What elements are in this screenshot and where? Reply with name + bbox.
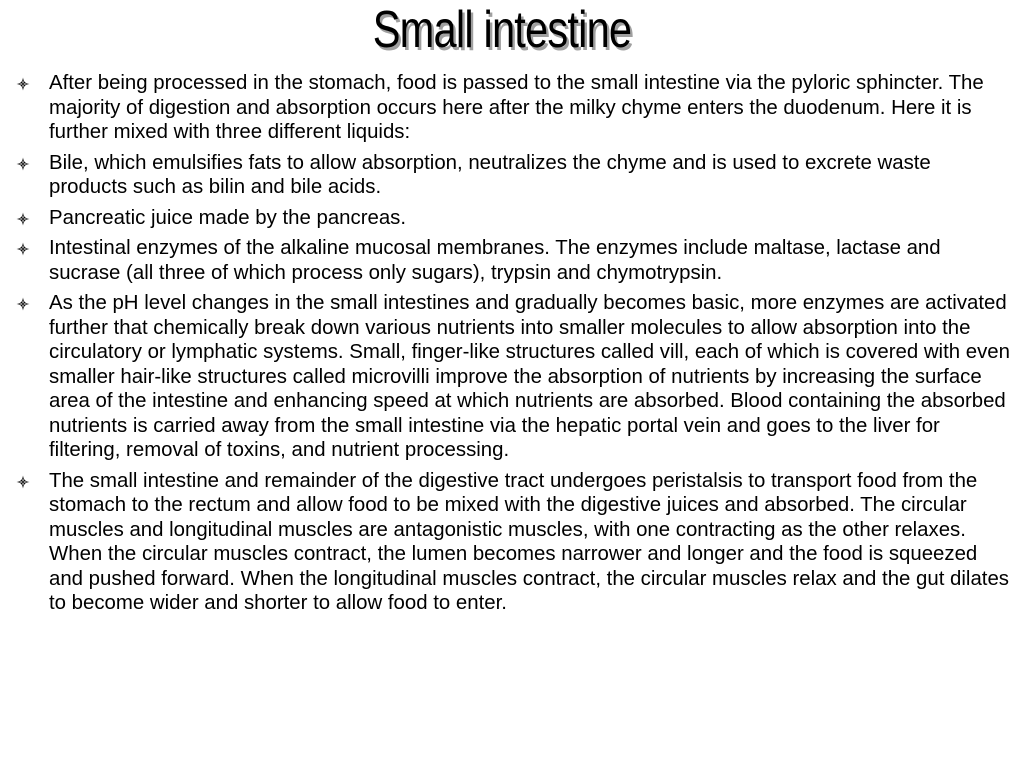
bullet-item [16,71,1010,145]
bullet-text: After being processed in the stomach, food is passed to the small intestine via the pyloric sphincter. The majority of digestion and absorption occurs here after the milky chyme enters the duodenum. Here it is further mixed with three different liquids: [49,72,984,143]
diamond-star-bullet-icon [16,157,30,171]
bullet-item [16,206,1010,231]
bullet-text: Bile, which emulsifies fats to allow absorption, neutralizes the chyme and is used to excrete waste products such as bilin and bile acids. [49,151,931,198]
bullet-list [16,71,1010,622]
bullet-text: Pancreatic juice made by the pancreas. [49,206,407,229]
bullet-text: The small intestine and remainder of the digestive tract undergoes peristalsis to transport food from the stomach to the rectum and allow food to be mixed with the digestive juices and absorbed. The circular muscles and longitudinal muscles are antagonistic muscles, with one contracting as the other relaxes. When the circular muscles contract, the lumen becomes narrower and longer and the food is squeezed and pushed forward. When the longitudinal muscles contract, the circular muscles relax and the gut dilates to become wider and shorter to allow food to enter. [49,469,1010,614]
bullet-item [16,291,1010,463]
bullet-text: Intestinal enzymes of the alkaline mucosal membranes. The enzymes include maltase, lactase and sucrase (all three of which process only sugars), trypsin and chymotrypsin. [49,237,941,284]
diamond-star-bullet-icon [16,297,30,311]
diamond-star-bullet-icon [16,77,30,91]
slide-title: Small intestine [372,1,632,59]
bullet-text: As the pH level changes in the small intestines and gradually becomes basic, more enzymes are activated further that chemically break down various nutrients into smaller molecules to allow absorption into the circulatory or lymphatic systems. Small, finger-like structures called vill, each of which is covered with even smaller hair-like structures called microvilli improve the absorption of nutrients by increasing the surface area of the intestine and enhancing speed at which nutrients are absorbed. Blood containing the absorbed nutrients is carried away from the small intestine via the hepatic portal vein and goes to the liver for filtering, removal of toxins, and nutrient processing. [49,292,1010,461]
bullet-item [16,236,1010,285]
diamond-star-bullet-icon [16,212,30,226]
bullet-item [16,151,1010,200]
bullet-item [16,469,1010,616]
diamond-star-bullet-icon [16,475,30,489]
diamond-star-bullet-icon [16,242,30,256]
